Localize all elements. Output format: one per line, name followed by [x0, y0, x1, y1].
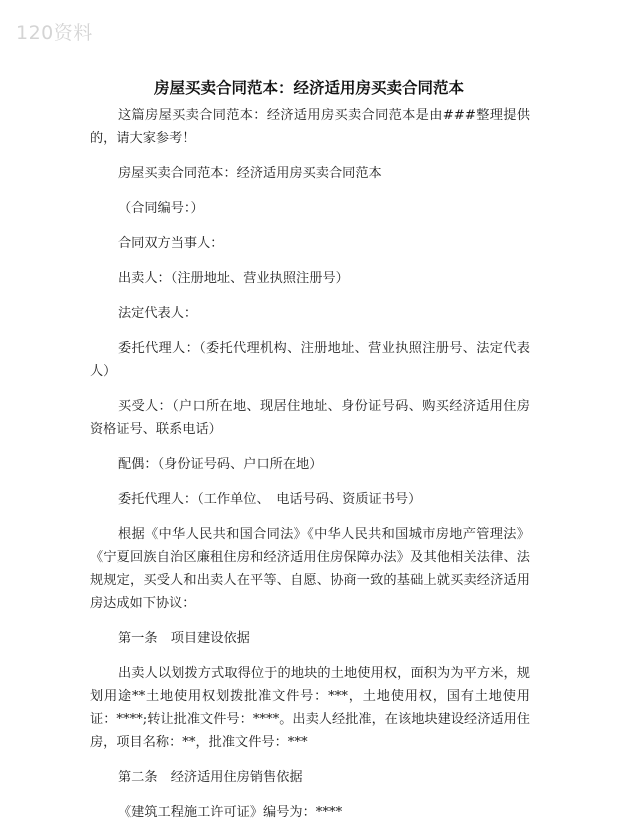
legal-representative-field: 法定代表人：	[118, 306, 198, 321]
contract-number: （合同编号：）	[118, 201, 204, 216]
watermark-logo: 120资料	[16, 22, 93, 44]
parties-label: 合同双方当事人：	[118, 236, 224, 251]
article-2-content: 《建筑工程施工许可证》编号为：****	[118, 805, 343, 820]
article-1-content: 出卖人以划拨方式取得位于的地块的土地使用权，面积为为平方米，规划用途**土地使用权划拨批准文件号：***，土地使用权，国有土地使用证：****;转让批准文件号：****。出卖人经批准，在该地块建设经济适用住房，项目名称：**，批准文件号：***	[90, 666, 530, 750]
contract-heading: 房屋买卖合同范本：经济适用房买卖合同范本	[118, 166, 382, 181]
seller-field: 出卖人：（注册地址、营业执照注册号）	[118, 271, 349, 286]
legal-basis-paragraph: 根据《中华人民共和国合同法》《中华人民共和国城市房地产管理法》《宁夏回族自治区廉租住房和经济适用住房保障办法》及其他相关法律、法规规定，买受人和出卖人在平等、自愿、协商一致的基础上就买卖经济适用房达成如下协议：	[90, 527, 530, 611]
intro-paragraph: 这篇房屋买卖合同范本：经济适用房买卖合同范本是由###整理提供的，请大家参考！	[90, 108, 530, 146]
buyer-field: 买受人：（户口所在地、现居住地址、身份证号码、购买经济适用住房资格证号、联系电话）	[90, 399, 530, 437]
buyer-agent-field: 委托代理人：（工作单位、 电话号码、资质证书号）	[118, 492, 422, 507]
document-title: 房屋买卖合同范本：经济适用房买卖合同范本	[153, 79, 464, 97]
article-1-heading: 第一条 项目建设依据	[118, 631, 250, 646]
article-2-heading: 第二条 经济适用住房销售依据	[118, 770, 303, 785]
spouse-field: 配偶：（身份证号码、户口所在地）	[118, 457, 323, 472]
document-body	[90, 104, 530, 836]
seller-agent-field: 委托代理人：（委托代理机构、注册地址、营业执照注册号、法定代表人）	[90, 341, 530, 379]
